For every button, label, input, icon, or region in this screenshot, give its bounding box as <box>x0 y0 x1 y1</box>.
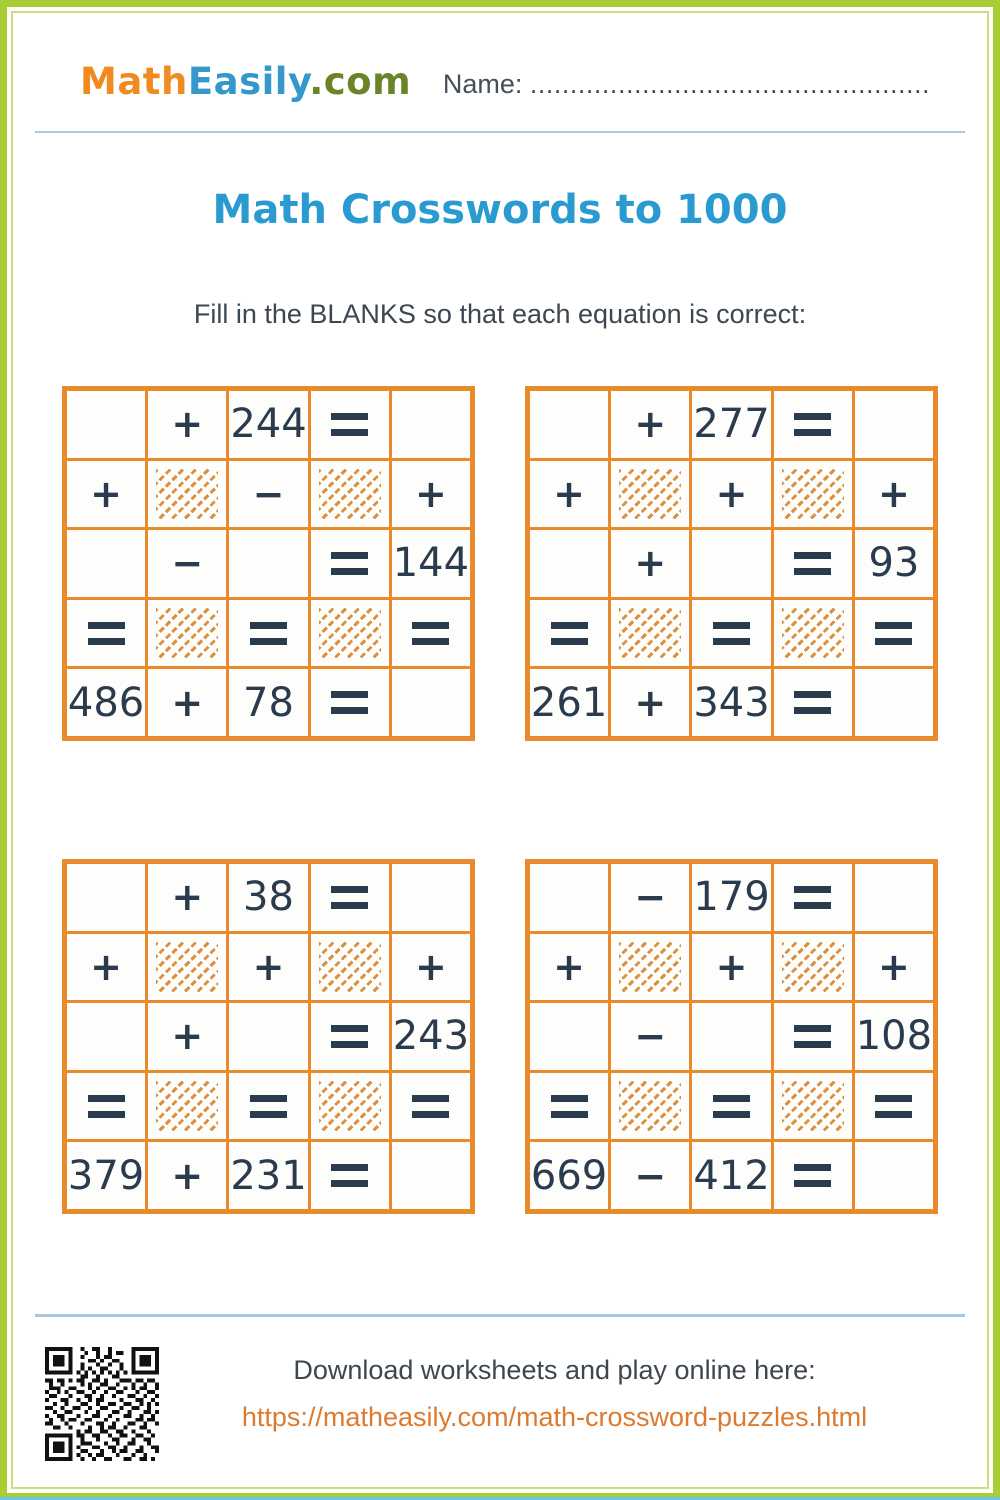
crossword-grids-area <box>62 386 938 1214</box>
blocked-cell <box>311 600 389 667</box>
operator-sign: + <box>171 1014 204 1059</box>
operator-sign: + <box>171 680 204 725</box>
operator-sign: + <box>634 541 667 586</box>
number-cell <box>229 864 307 931</box>
answer-cell <box>229 530 307 597</box>
operator-cell <box>67 934 145 1001</box>
equals-sign <box>331 886 368 909</box>
answer-cell <box>855 864 933 931</box>
equals-sign <box>88 622 125 645</box>
number-value: 93 <box>868 540 920 587</box>
operator-cell <box>67 461 145 528</box>
number-cell <box>692 1142 770 1209</box>
number-value: 231 <box>230 1152 307 1199</box>
operator-cell <box>611 1003 689 1070</box>
operator-sign: − <box>252 471 285 516</box>
equals-sign <box>713 1095 750 1118</box>
operator-sign: + <box>877 471 910 516</box>
operator-sign: + <box>715 944 748 989</box>
operator-sign: + <box>252 944 285 989</box>
equals-cell <box>392 1073 470 1140</box>
hatch-pattern <box>319 469 381 520</box>
blocked-cell <box>774 461 852 528</box>
number-value: 179 <box>693 874 770 921</box>
number-cell <box>392 1003 470 1070</box>
answer-cell <box>392 391 470 458</box>
operator-cell <box>611 1142 689 1209</box>
equals-cell <box>311 391 389 458</box>
answer-cell <box>855 391 933 458</box>
qr-code <box>45 1347 159 1461</box>
operator-sign: + <box>90 944 123 989</box>
crossword-grid-4 <box>525 859 938 1214</box>
blocked-cell <box>611 461 689 528</box>
blocked-cell <box>311 934 389 1001</box>
equals-sign <box>551 1095 588 1118</box>
hatch-pattern <box>782 608 844 659</box>
equals-cell <box>774 864 852 931</box>
hatch-pattern <box>156 1081 218 1132</box>
equals-cell <box>229 1073 307 1140</box>
equals-sign <box>794 691 831 714</box>
answer-cell <box>392 1142 470 1209</box>
equals-cell <box>530 1073 608 1140</box>
equals-cell <box>229 600 307 667</box>
operator-cell <box>611 530 689 597</box>
blocked-cell <box>148 934 226 1001</box>
footer <box>0 1347 1000 1461</box>
equals-sign <box>88 1095 125 1118</box>
hatch-pattern <box>619 942 681 993</box>
operator-cell <box>392 934 470 1001</box>
operator-cell <box>148 391 226 458</box>
answer-cell <box>67 530 145 597</box>
answer-cell <box>855 669 933 736</box>
answer-cell <box>855 1142 933 1209</box>
number-value: 38 <box>243 874 294 921</box>
hatch-pattern <box>319 608 381 659</box>
answer-cell <box>530 864 608 931</box>
blocked-cell <box>611 1073 689 1140</box>
equals-sign <box>250 1095 287 1118</box>
name-label: Name: <box>442 69 523 99</box>
equals-sign <box>713 622 750 645</box>
equals-sign <box>331 413 368 436</box>
equals-sign <box>875 622 912 645</box>
page-title: Math Crosswords to 1000 <box>212 187 788 233</box>
logo-easily: Easily <box>187 60 310 103</box>
instruction-text: Fill in the BLANKS so that each equation is correct: <box>193 299 807 329</box>
equals-sign <box>412 1095 449 1118</box>
hatch-pattern <box>782 1081 844 1132</box>
operator-sign: − <box>634 1153 667 1198</box>
blocked-cell <box>611 600 689 667</box>
operator-sign: + <box>634 402 667 447</box>
name-field <box>443 69 930 103</box>
crossword-grid-3 <box>62 859 475 1214</box>
equals-sign <box>794 413 831 436</box>
equals-sign <box>794 886 831 909</box>
equals-cell <box>67 1073 145 1140</box>
hatch-pattern <box>782 942 844 993</box>
number-cell <box>530 669 608 736</box>
crossword-grid-2 <box>525 386 938 741</box>
hatch-pattern <box>156 942 218 993</box>
blocked-cell <box>148 600 226 667</box>
number-cell <box>692 391 770 458</box>
operator-cell <box>692 461 770 528</box>
answer-cell <box>530 391 608 458</box>
hatch-pattern <box>619 469 681 520</box>
operator-sign: + <box>715 471 748 516</box>
answer-cell <box>392 864 470 931</box>
answer-cell <box>692 1003 770 1070</box>
equals-sign <box>551 622 588 645</box>
number-value: 244 <box>230 401 307 448</box>
operator-cell <box>611 391 689 458</box>
name-blank-line: .................................................. <box>529 69 930 99</box>
blocked-cell <box>148 461 226 528</box>
number-value: 243 <box>392 1013 470 1060</box>
site-logo <box>80 60 411 103</box>
number-cell <box>692 669 770 736</box>
operator-cell <box>530 934 608 1001</box>
operator-cell <box>392 461 470 528</box>
number-value: 277 <box>693 401 770 448</box>
header-divider <box>35 131 965 133</box>
blocked-cell <box>611 934 689 1001</box>
answer-cell <box>392 669 470 736</box>
equals-cell <box>692 600 770 667</box>
logo-math: Math <box>80 60 188 103</box>
operator-cell <box>229 934 307 1001</box>
blocked-cell <box>311 461 389 528</box>
equals-cell <box>392 600 470 667</box>
blocked-cell <box>148 1073 226 1140</box>
equals-cell <box>692 1073 770 1140</box>
equals-cell <box>774 530 852 597</box>
equals-cell <box>311 669 389 736</box>
blocked-cell <box>774 1073 852 1140</box>
number-value: 412 <box>693 1152 770 1199</box>
blocked-cell <box>774 600 852 667</box>
operator-sign: − <box>634 1014 667 1059</box>
answer-cell <box>229 1003 307 1070</box>
number-value: 669 <box>530 1152 608 1199</box>
equals-cell <box>855 600 933 667</box>
equals-cell <box>774 1142 852 1209</box>
answer-cell <box>530 1003 608 1070</box>
operator-sign: + <box>414 471 447 516</box>
answer-cell <box>530 530 608 597</box>
number-cell <box>229 391 307 458</box>
header <box>0 0 1000 103</box>
operator-sign: + <box>634 680 667 725</box>
operator-cell <box>611 669 689 736</box>
logo-com: .com <box>309 60 412 103</box>
operator-sign: − <box>171 541 204 586</box>
number-cell <box>855 1003 933 1070</box>
operator-cell <box>148 864 226 931</box>
equals-sign <box>794 1025 831 1048</box>
operator-cell <box>855 934 933 1001</box>
equals-sign <box>250 622 287 645</box>
equals-cell <box>774 1003 852 1070</box>
footer-divider <box>35 1314 965 1317</box>
answer-cell <box>67 391 145 458</box>
equals-cell <box>311 530 389 597</box>
hatch-pattern <box>619 1081 681 1132</box>
number-cell <box>530 1142 608 1209</box>
operator-sign: + <box>90 471 123 516</box>
hatch-pattern <box>156 608 218 659</box>
number-value: 78 <box>243 679 294 726</box>
blocked-cell <box>311 1073 389 1140</box>
operator-cell <box>530 461 608 528</box>
equals-sign <box>794 552 831 575</box>
number-cell <box>67 1142 145 1209</box>
equals-sign <box>331 1164 368 1187</box>
download-text: Download worksheets and play online here: <box>293 1355 816 1385</box>
number-value: 379 <box>67 1152 145 1199</box>
hatch-pattern <box>319 1081 381 1132</box>
equals-sign <box>331 552 368 575</box>
equals-sign <box>794 1164 831 1187</box>
equals-cell <box>774 669 852 736</box>
operator-sign: + <box>171 402 204 447</box>
hatch-pattern <box>319 942 381 993</box>
answer-cell <box>692 530 770 597</box>
number-cell <box>392 530 470 597</box>
operator-sign: + <box>877 944 910 989</box>
number-cell <box>229 1142 307 1209</box>
equals-cell <box>774 391 852 458</box>
equals-sign <box>875 1095 912 1118</box>
operator-cell <box>855 461 933 528</box>
operator-cell <box>611 864 689 931</box>
operator-cell <box>148 669 226 736</box>
operator-sign: + <box>553 944 586 989</box>
operator-cell <box>692 934 770 1001</box>
answer-cell <box>67 1003 145 1070</box>
equals-sign <box>331 691 368 714</box>
number-cell <box>855 530 933 597</box>
equals-cell <box>311 1142 389 1209</box>
footer-text-block <box>159 1347 1000 1433</box>
equals-cell <box>530 600 608 667</box>
operator-cell <box>148 1003 226 1070</box>
crossword-grid-1 <box>62 386 475 741</box>
number-value: 486 <box>67 679 145 726</box>
worksheet-url-link[interactable]: https://matheasily.com/math-crossword-puzzles.html <box>241 1402 868 1432</box>
hatch-pattern <box>156 469 218 520</box>
operator-cell <box>229 461 307 528</box>
hatch-pattern <box>782 469 844 520</box>
operator-sign: + <box>414 944 447 989</box>
hatch-pattern <box>619 608 681 659</box>
number-value: 261 <box>530 679 608 726</box>
number-cell <box>229 669 307 736</box>
number-cell <box>67 669 145 736</box>
answer-cell <box>67 864 145 931</box>
operator-sign: + <box>553 471 586 516</box>
blocked-cell <box>774 934 852 1001</box>
equals-cell <box>311 864 389 931</box>
operator-cell <box>148 530 226 597</box>
operator-cell <box>148 1142 226 1209</box>
equals-cell <box>67 600 145 667</box>
number-value: 144 <box>392 540 470 587</box>
equals-sign <box>412 622 449 645</box>
equals-sign <box>331 1025 368 1048</box>
number-cell <box>692 864 770 931</box>
equals-cell <box>311 1003 389 1070</box>
operator-sign: + <box>171 875 204 920</box>
number-value: 108 <box>855 1013 933 1060</box>
number-value: 343 <box>693 679 770 726</box>
operator-sign: + <box>171 1153 204 1198</box>
equals-cell <box>855 1073 933 1140</box>
operator-sign: − <box>634 875 667 920</box>
